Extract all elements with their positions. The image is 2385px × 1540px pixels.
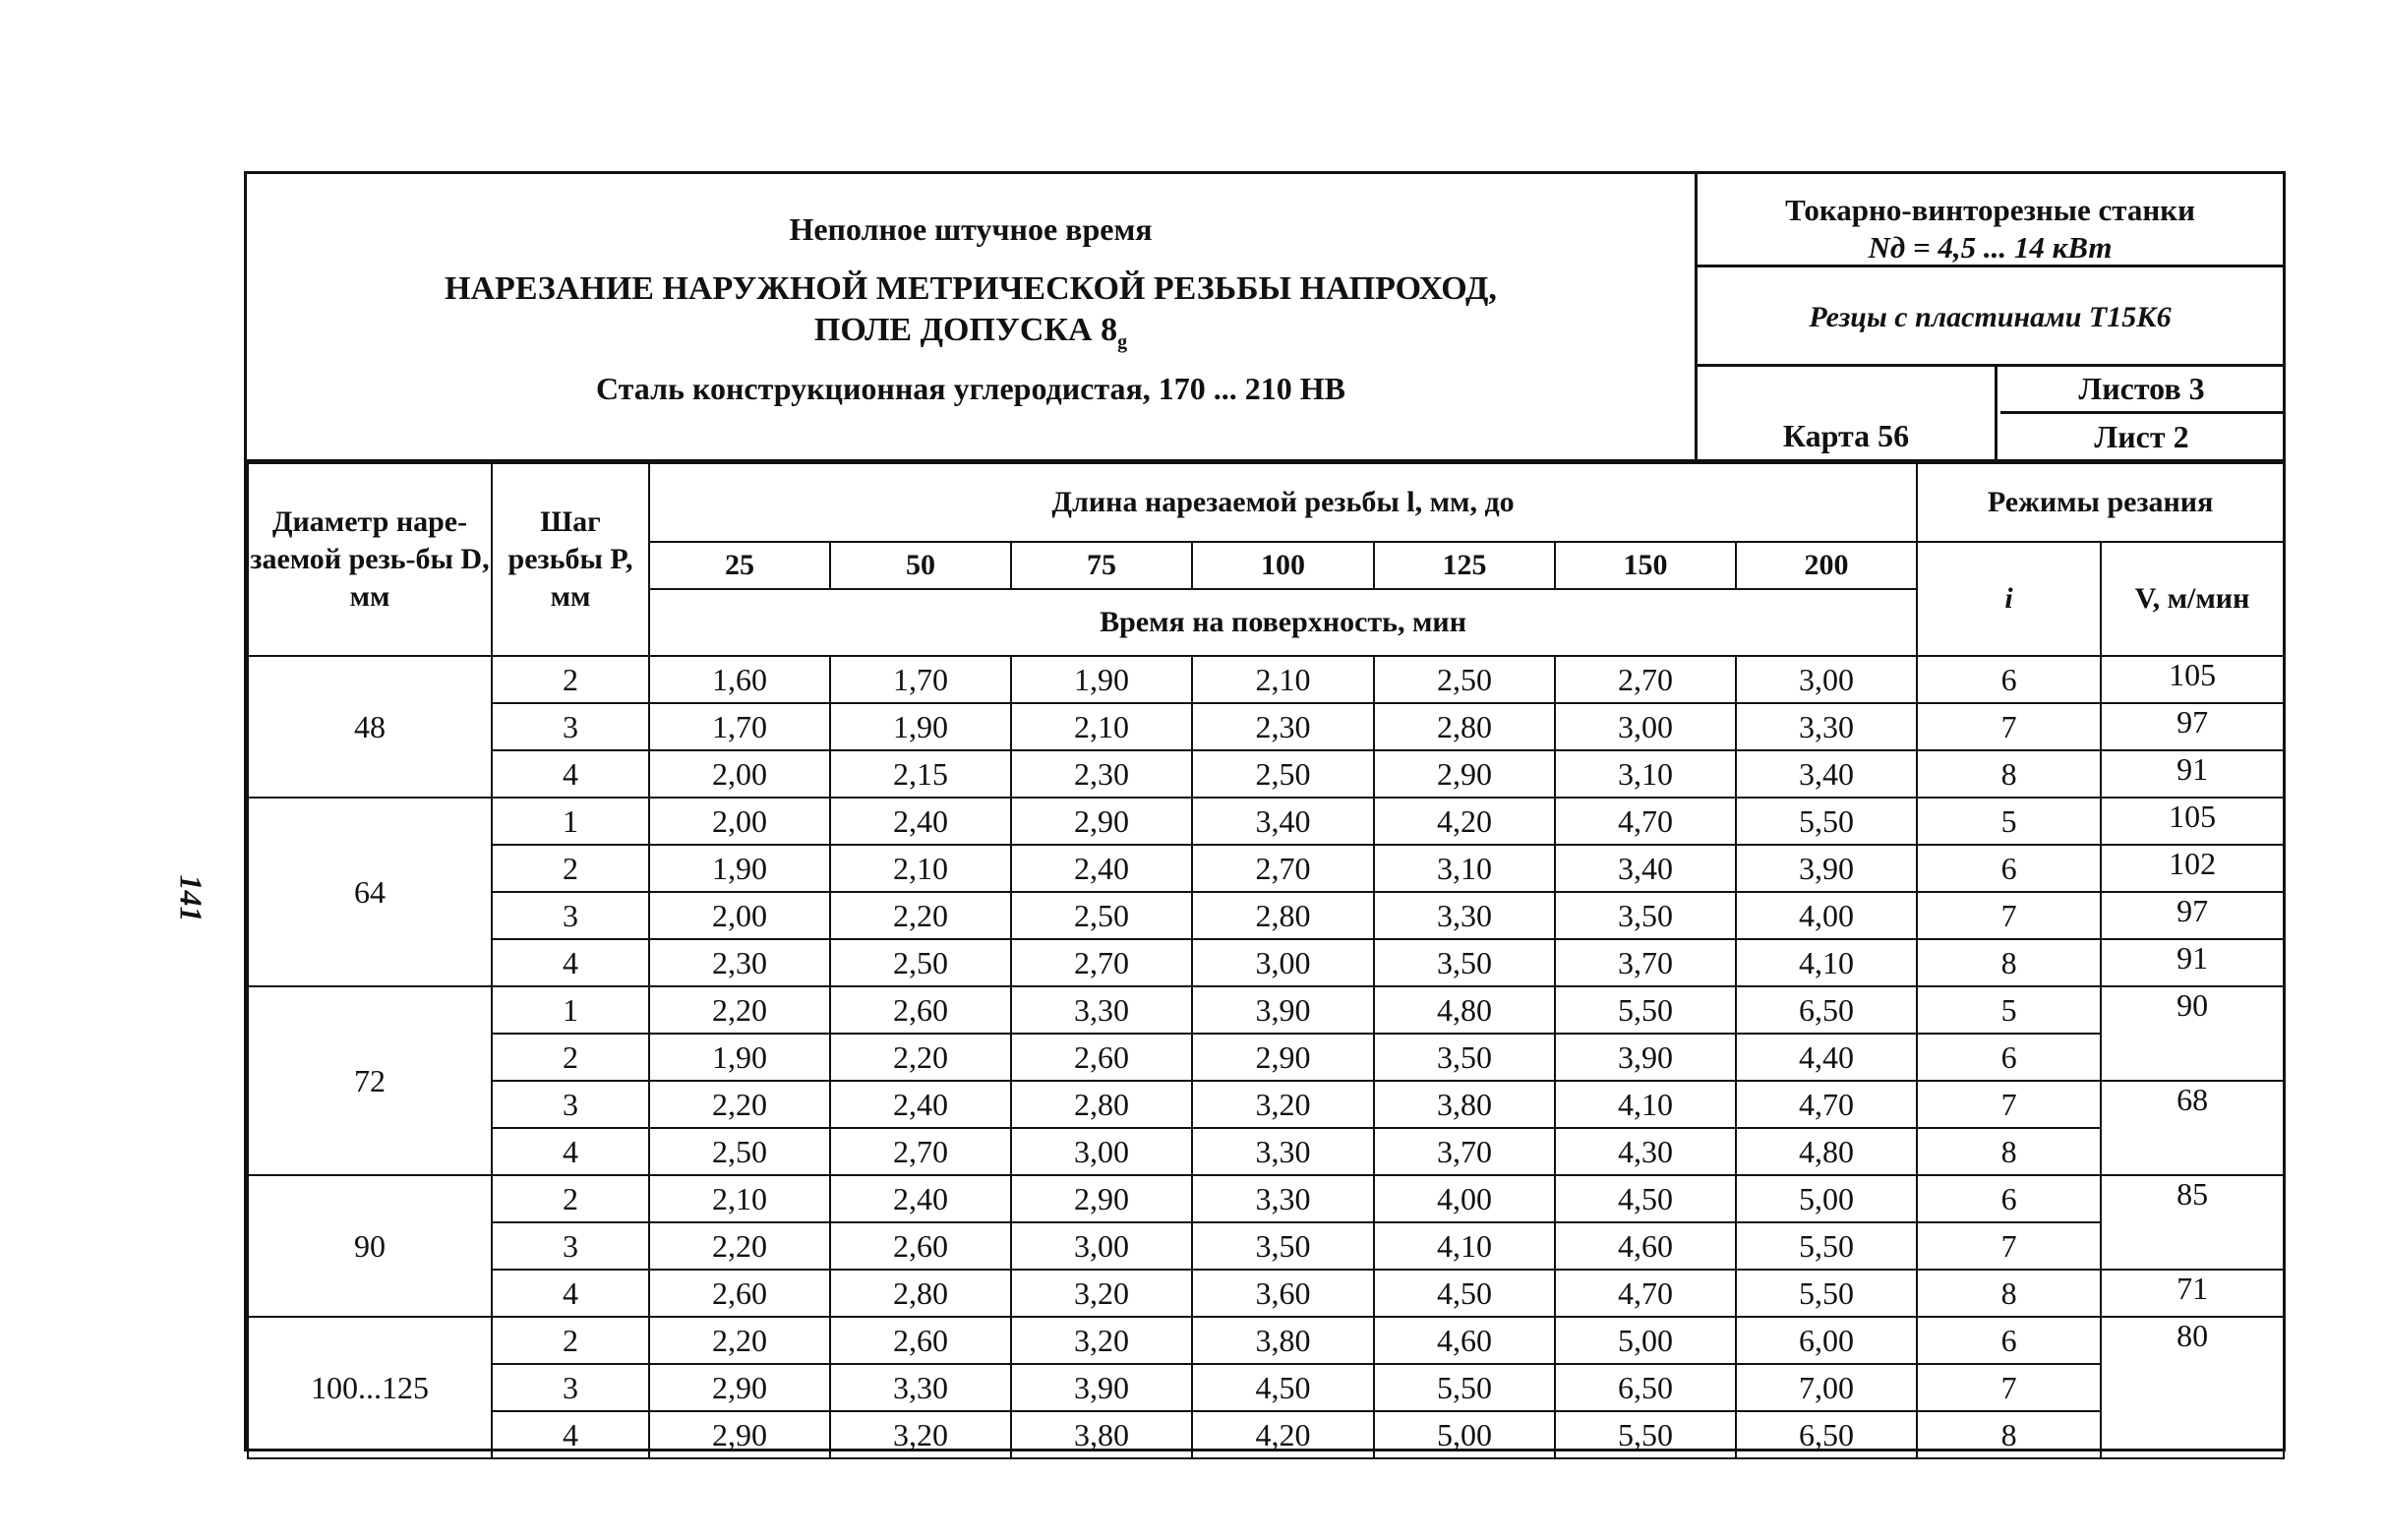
passes-cell: 6 — [1917, 845, 2101, 892]
time-cell: 3,20 — [1192, 1081, 1374, 1128]
time-cell: 5,50 — [1374, 1364, 1555, 1411]
time-cell: 2,60 — [830, 1317, 1011, 1364]
time-cell: 3,00 — [1736, 656, 1917, 703]
time-cell: 3,50 — [1374, 939, 1555, 986]
time-cell: 3,50 — [1192, 1222, 1374, 1270]
time-cell: 5,00 — [1736, 1175, 1917, 1222]
table-row — [248, 703, 2284, 750]
time-cell: 3,70 — [1374, 1128, 1555, 1175]
passes-cell: 7 — [1917, 1364, 2101, 1411]
time-cell: 6,50 — [1736, 1411, 1917, 1458]
passes-cell: 7 — [1917, 1222, 2101, 1270]
length-header-cell: 25 — [649, 542, 830, 589]
time-cell: 2,60 — [830, 1222, 1011, 1270]
length-header-cell: 75 — [1011, 542, 1192, 589]
time-cell: 3,20 — [1011, 1317, 1192, 1364]
time-cell: 3,90 — [1192, 986, 1374, 1034]
time-cell: 2,80 — [1011, 1081, 1192, 1128]
time-cell: 3,20 — [830, 1411, 1011, 1458]
time-cell: 5,50 — [1736, 1270, 1917, 1317]
time-cell: 2,20 — [649, 986, 830, 1034]
pitch-header: Шаг резьбы P, мм — [492, 463, 649, 656]
time-cell: 5,50 — [1555, 1411, 1736, 1458]
time-cell: 1,90 — [649, 1034, 830, 1081]
card-header — [247, 174, 2283, 462]
time-cell: 1,90 — [649, 845, 830, 892]
time-cell: 3,90 — [1011, 1364, 1192, 1411]
time-cell: 4,10 — [1374, 1222, 1555, 1270]
time-cell: 2,70 — [1555, 656, 1736, 703]
table-row — [248, 798, 2284, 845]
time-cell: 5,00 — [1555, 1317, 1736, 1364]
time-cell: 3,80 — [1374, 1081, 1555, 1128]
table-row — [248, 750, 2284, 798]
speed-cell: 91 — [2101, 939, 2284, 986]
speed-cell: 90 — [2101, 986, 2284, 1081]
length-header-cell: 50 — [830, 542, 1011, 589]
time-cell: 3,90 — [1736, 845, 1917, 892]
time-cell: 4,80 — [1736, 1128, 1917, 1175]
time-cell: 5,50 — [1555, 986, 1736, 1034]
time-cell: 2,80 — [1192, 892, 1374, 939]
time-cell: 2,10 — [1011, 703, 1192, 750]
passes-cell: 8 — [1917, 750, 2101, 798]
time-cell: 2,40 — [830, 798, 1011, 845]
length-header: Длина нарезаемой резьбы l, мм, до — [649, 463, 1917, 542]
time-cell: 4,60 — [1374, 1317, 1555, 1364]
time-cell: 3,30 — [1374, 892, 1555, 939]
time-cell: 3,30 — [1192, 1128, 1374, 1175]
time-cell: 3,60 — [1192, 1270, 1374, 1317]
time-cell: 3,90 — [1555, 1034, 1736, 1081]
time-cell: 3,30 — [1736, 703, 1917, 750]
time-cell: 2,60 — [830, 986, 1011, 1034]
pitch-cell: 1 — [492, 798, 649, 845]
passes-cell: 7 — [1917, 892, 2101, 939]
time-cell: 1,70 — [830, 656, 1011, 703]
machine-cell — [1698, 174, 2283, 267]
speed-cell: 105 — [2101, 656, 2284, 703]
time-cell: 4,10 — [1555, 1081, 1736, 1128]
sheet-number: Лист 2 — [2094, 419, 2189, 454]
time-cell: 2,50 — [830, 939, 1011, 986]
length-header-cell: 100 — [1192, 542, 1374, 589]
time-cell: 3,80 — [1192, 1317, 1374, 1364]
tolerance-subscript: g — [1117, 331, 1128, 353]
pitch-cell: 3 — [492, 703, 649, 750]
time-cell: 2,20 — [649, 1081, 830, 1128]
diameter-cell: 100...125 — [248, 1317, 492, 1458]
time-cell: 2,40 — [830, 1081, 1011, 1128]
speed-cell: 105 — [2101, 798, 2284, 845]
time-cell: 4,60 — [1555, 1222, 1736, 1270]
time-cell: 2,15 — [830, 750, 1011, 798]
speed-cell: 80 — [2101, 1317, 2284, 1458]
passes-cell: 5 — [1917, 798, 2101, 845]
passes-cell: 7 — [1917, 703, 2101, 750]
diameter-cell: 72 — [248, 986, 492, 1175]
pitch-cell: 3 — [492, 1364, 649, 1411]
table-row — [248, 1317, 2284, 1364]
speed-cell: 71 — [2101, 1270, 2284, 1317]
passes-cell: 6 — [1917, 656, 2101, 703]
time-cell: 2,10 — [649, 1175, 830, 1222]
time-header: Время на поверхность, мин — [649, 589, 1917, 656]
time-cell: 3,00 — [1011, 1222, 1192, 1270]
pitch-cell: 3 — [492, 1222, 649, 1270]
table-row — [248, 1081, 2284, 1128]
time-cell: 5,50 — [1736, 1222, 1917, 1270]
tool-cell: Резцы с пластинами Т15К6 — [1698, 270, 2283, 367]
time-cell: 2,00 — [649, 798, 830, 845]
time-cell: 3,20 — [1011, 1270, 1192, 1317]
table-row — [248, 1222, 2284, 1270]
time-cell: 2,70 — [1011, 939, 1192, 986]
table-row — [248, 845, 2284, 892]
time-cell: 2,40 — [830, 1175, 1011, 1222]
time-cell: 2,60 — [1011, 1034, 1192, 1081]
process-card — [244, 171, 2286, 1451]
diameter-cell: 64 — [248, 798, 492, 986]
length-header-cell: 150 — [1555, 542, 1736, 589]
time-cell: 2,10 — [830, 845, 1011, 892]
pitch-cell: 2 — [492, 845, 649, 892]
diameter-cell: 48 — [248, 656, 492, 798]
time-cell: 2,20 — [649, 1222, 830, 1270]
time-cell: 2,00 — [649, 892, 830, 939]
machine-power: Nд = 4,5 ... 14 кВт — [1868, 230, 2113, 265]
time-cell: 1,70 — [649, 703, 830, 750]
time-cell: 2,70 — [1192, 845, 1374, 892]
passes-cell: 6 — [1917, 1034, 2101, 1081]
passes-cell: 8 — [1917, 939, 2101, 986]
title-line-2: ПОЛЕ ДОПУСКА $8_g$ — [813, 312, 1128, 353]
speed-cell: 85 — [2101, 1175, 2284, 1270]
time-cell: 3,80 — [1011, 1411, 1192, 1458]
title-line-1: НАРЕЗАНИЕ НАРУЖНОЙ МЕТРИЧЕСКОЙ РЕЗЬБЫ НАПРОХОД, — [445, 270, 1497, 307]
time-cell: 1,90 — [830, 703, 1011, 750]
time-cell: 2,30 — [1011, 750, 1192, 798]
time-cell: 2,10 — [1192, 656, 1374, 703]
time-cell: 4,70 — [1736, 1081, 1917, 1128]
material-line: Сталь конструкционная углеродистая, 170 ... 210 HB — [595, 371, 1345, 406]
diameter-header: Диаметр наре-заемой резь-бы D, мм — [248, 463, 492, 656]
time-cell: 2,90 — [1011, 1175, 1192, 1222]
pitch-cell: 3 — [492, 1081, 649, 1128]
time-cell: 1,60 — [649, 656, 830, 703]
speed-cell: 97 — [2101, 892, 2284, 939]
speed-cell: 68 — [2101, 1081, 2284, 1175]
diameter-cell: 90 — [248, 1175, 492, 1317]
time-cell: 4,00 — [1736, 892, 1917, 939]
table-row — [248, 1411, 2284, 1458]
main-title — [247, 268, 1695, 363]
pitch-cell: 2 — [492, 656, 649, 703]
pitch-cell: 2 — [492, 1034, 649, 1081]
info-block — [1698, 174, 2283, 459]
time-cell: 2,50 — [1192, 750, 1374, 798]
time-cell: 2,90 — [1011, 798, 1192, 845]
speed-header: V, м/мин — [2101, 542, 2284, 656]
time-cell: 5,50 — [1736, 798, 1917, 845]
time-cell: 6,50 — [1736, 986, 1917, 1034]
pitch-cell: 3 — [492, 892, 649, 939]
pitch-cell: 4 — [492, 1270, 649, 1317]
time-cell: 3,00 — [1555, 703, 1736, 750]
modes-header: Режимы резания — [1917, 463, 2284, 542]
time-cell: 4,50 — [1192, 1364, 1374, 1411]
passes-cell: 8 — [1917, 1128, 2101, 1175]
time-cell: 3,30 — [1011, 986, 1192, 1034]
time-cell: 2,00 — [649, 750, 830, 798]
time-cell: 4,50 — [1374, 1270, 1555, 1317]
time-cell: 4,70 — [1555, 798, 1736, 845]
time-cell: 2,20 — [649, 1317, 830, 1364]
pitch-cell: 4 — [492, 1128, 649, 1175]
time-cell: 4,50 — [1555, 1175, 1736, 1222]
sheets-total: Листов 3 — [2000, 367, 2283, 414]
table-row — [248, 656, 2284, 703]
passes-cell: 8 — [1917, 1270, 2101, 1317]
time-cell: 2,30 — [649, 939, 830, 986]
length-header-cell: 200 — [1736, 542, 1917, 589]
time-cell: 5,00 — [1374, 1411, 1555, 1458]
time-cell: 6,50 — [1555, 1364, 1736, 1411]
time-cell: 4,10 — [1736, 939, 1917, 986]
time-cell: 3,30 — [1192, 1175, 1374, 1222]
speed-cell: 102 — [2101, 845, 2284, 892]
table-row — [248, 1270, 2284, 1317]
time-cell: 3,30 — [830, 1364, 1011, 1411]
speed-cell: 91 — [2101, 750, 2284, 798]
time-cell: 3,10 — [1555, 750, 1736, 798]
time-cell: 4,00 — [1374, 1175, 1555, 1222]
passes-cell: 6 — [1917, 1175, 2101, 1222]
time-cell: 2,50 — [1374, 656, 1555, 703]
time-cell: 3,40 — [1736, 750, 1917, 798]
pitch-cell: 1 — [492, 986, 649, 1034]
time-cell: 3,00 — [1011, 1128, 1192, 1175]
time-cell: 3,00 — [1192, 939, 1374, 986]
time-cell: 4,80 — [1374, 986, 1555, 1034]
time-cell: 6,00 — [1736, 1317, 1917, 1364]
table-row — [248, 939, 2284, 986]
time-cell: 2,90 — [649, 1411, 830, 1458]
time-cell: 2,30 — [1192, 703, 1374, 750]
table-row — [248, 1128, 2284, 1175]
time-cell: 2,90 — [649, 1364, 830, 1411]
passes-cell: 8 — [1917, 1411, 2101, 1458]
passes-header: i — [1917, 542, 2101, 656]
time-cell: 4,20 — [1192, 1411, 1374, 1458]
time-cell: 3,40 — [1192, 798, 1374, 845]
time-cell: 3,50 — [1555, 892, 1736, 939]
cutting-time-table — [247, 462, 2285, 1459]
time-cell: 2,70 — [830, 1128, 1011, 1175]
page-number: 141 — [173, 874, 209, 922]
time-cell: 4,20 — [1374, 798, 1555, 845]
time-cell: 2,90 — [1192, 1034, 1374, 1081]
pitch-cell: 2 — [492, 1175, 649, 1222]
time-cell: 2,20 — [830, 892, 1011, 939]
pitch-cell: 2 — [492, 1317, 649, 1364]
table-row — [248, 1364, 2284, 1411]
time-cell: 3,10 — [1374, 845, 1555, 892]
table-row — [248, 892, 2284, 939]
time-cell: 4,70 — [1555, 1270, 1736, 1317]
subtitle: Неполное штучное время — [789, 211, 1153, 247]
pitch-cell: 4 — [492, 1411, 649, 1458]
table-row — [248, 1034, 2284, 1081]
time-cell: 3,70 — [1555, 939, 1736, 986]
time-cell: 3,50 — [1374, 1034, 1555, 1081]
passes-cell: 6 — [1917, 1317, 2101, 1364]
time-cell: 1,90 — [1011, 656, 1192, 703]
passes-cell: 7 — [1917, 1081, 2101, 1128]
time-cell: 4,30 — [1555, 1128, 1736, 1175]
card-number: Карта 56 — [1698, 367, 1997, 459]
time-cell: 4,40 — [1736, 1034, 1917, 1081]
machine-type: Токарно-винторезные станки — [1785, 193, 2195, 227]
time-cell: 2,50 — [1011, 892, 1192, 939]
pitch-cell: 4 — [492, 750, 649, 798]
speed-cell: 97 — [2101, 703, 2284, 750]
time-cell: 2,50 — [649, 1128, 830, 1175]
table-row — [248, 986, 2284, 1034]
length-header-cell: 125 — [1374, 542, 1555, 589]
time-cell: 3,40 — [1555, 845, 1736, 892]
time-cell: 2,90 — [1374, 750, 1555, 798]
table-row — [248, 1175, 2284, 1222]
pitch-cell: 4 — [492, 939, 649, 986]
time-cell: 2,80 — [1374, 703, 1555, 750]
time-cell: 2,40 — [1011, 845, 1192, 892]
time-cell: 2,20 — [830, 1034, 1011, 1081]
passes-cell: 5 — [1917, 986, 2101, 1034]
time-cell: 2,60 — [649, 1270, 830, 1317]
time-cell: 2,80 — [830, 1270, 1011, 1317]
title-block — [247, 174, 1698, 459]
time-cell: 7,00 — [1736, 1364, 1917, 1411]
